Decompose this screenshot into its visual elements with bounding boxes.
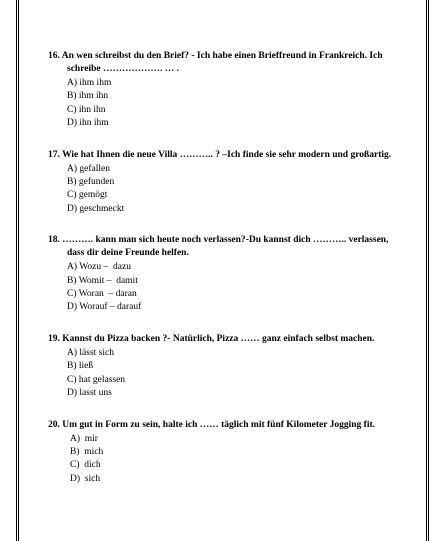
option-a[interactable]: A) ihm ihm — [67, 78, 112, 88]
page-border-right — [426, 0, 429, 541]
question-16 — [48, 50, 408, 131]
question-18 — [48, 234, 408, 315]
option-a[interactable]: A) Wozu – dazu — [67, 262, 131, 273]
option-b[interactable]: B) ihm ihn — [67, 91, 109, 102]
option-b[interactable]: B) ließ — [67, 361, 94, 372]
question-text: 20. Um gut in Form zu sein, halte ich …… täglich mit fünf Kilometer Jogging fit. — [48, 419, 376, 430]
question-text: 19. Kannst du Pizza backen ?- Natürlich, Pizza …… ganz einfach selbst machen. — [48, 333, 375, 344]
option-b[interactable]: B) Womit – damit — [67, 275, 138, 286]
option-d[interactable]: D) lasst uns — [67, 388, 112, 399]
option-c[interactable]: C) hat gelassen — [67, 374, 126, 385]
option-d[interactable]: D) ihn ihm — [67, 118, 109, 129]
answer-options — [67, 261, 408, 315]
page-border-left — [16, 0, 19, 541]
question-20 — [48, 419, 408, 487]
question-list — [48, 50, 408, 504]
answer-options — [67, 347, 408, 401]
answer-options — [70, 433, 408, 487]
option-d[interactable]: D) Worauf – darauf — [67, 302, 142, 313]
option-a[interactable]: A) mir — [70, 433, 98, 444]
option-c[interactable]: C) ihn ihn — [67, 104, 106, 115]
option-c[interactable]: C) Woran – daran — [67, 289, 137, 300]
question-19 — [48, 333, 408, 401]
option-a[interactable]: A) lässt sich — [67, 347, 114, 358]
answer-options — [67, 163, 408, 217]
question-text: 17. Wie hat Ihnen die neue Villa ……….. ? –Ich finde sie sehr modern und großartig. — [48, 149, 392, 160]
question-text: 16. An wen schreibst du den Brief? - Ich habe einen Brieffreund in Frankreich. Ich schreibe ………………. … . — [48, 51, 383, 74]
answer-options — [67, 77, 408, 131]
question-text: 18. ………. kann man sich heute noch verlassen?-Du kannst dich ……….. verlassen, dass dir deine Freunde helfen. — [48, 235, 389, 259]
option-d[interactable]: D) sich — [70, 473, 101, 484]
option-b[interactable]: B) mich — [70, 446, 104, 457]
option-d[interactable]: D) geschmeckt — [67, 203, 125, 214]
option-a[interactable]: A) gefallen — [67, 163, 110, 174]
option-c[interactable]: C) gemögt — [67, 190, 108, 201]
option-c[interactable]: C) dich — [70, 460, 101, 471]
question-17 — [48, 149, 408, 217]
option-b[interactable]: B) gefunden — [67, 177, 115, 188]
